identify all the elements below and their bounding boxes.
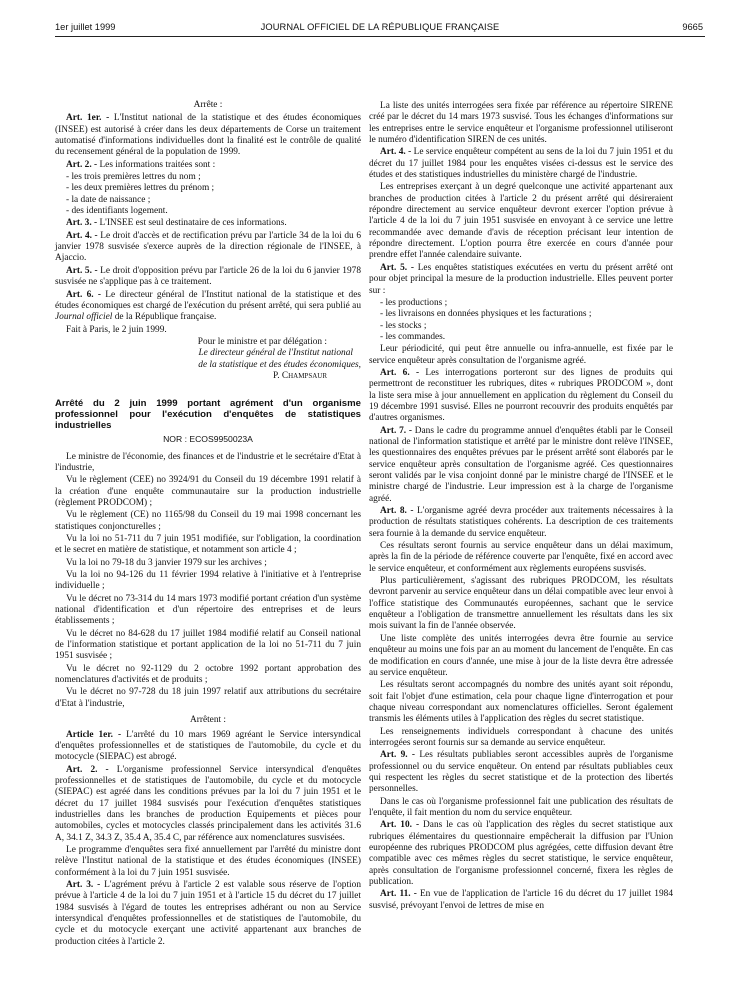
- arretent-label: Arrêtent :: [189, 715, 227, 726]
- paragraph: Le programme d'enquêtes sera fixé annuellement par l'arrêté du ministre dont relève l'Institut national de la statistique et des études économiques (INSEE) conformément à la loi du 7 juin 1951 susvisée.: [55, 844, 361, 878]
- decree-article-11: [369, 889, 673, 912]
- paragraph: Plus particulièrement, s'agissant des rubriques PRODCOM, les résultats devront parvenir au service enquêteur dans un délai compatible avec leur envoi à l'office statistique des Communautés européennes, sachant que le service enquêteur a l'obligation de transmettre annuellement les résultats dans les six mois suivant la fin de l'année observée.: [369, 576, 673, 632]
- paragraph: Les résultats seront accompagnés du nombre des unités ayant soit répondu, soit fait l'objet d'une estimation, cela pour chaque ligne d'interrogation et pour chaque niveau correspondant aux nomenclatures officielles. Seront également transmis les éléments utiles à l'application des règles du secret statistique.: [369, 680, 673, 725]
- article-4-text: Le droit d'accès et de rectification prévu par l'article 34 de la loi du 6 janvier 1978 susvisée s'exerce auprès de la direction régionale de l'INSEE, à Ajaccio.: [55, 230, 361, 264]
- decree-article-3: [55, 880, 361, 948]
- paragraph: Vu le règlement (CE) no 1165/98 du Conseil du 19 mai 1998 concernant les statistiques conjoncturelles ;: [55, 510, 361, 532]
- decree-article-5-text: Les enquêtes statistiques exécutées en vertu du présent arrêté ont pour objet principal la mesure de la production industrielle. Elles peuvent porter sur :: [369, 262, 673, 296]
- list-item: - les livraisons en données physiques et les facturations ;: [380, 309, 592, 320]
- paragraph: Vu la loi no 79-18 du 3 janvier 1979 sur les archives ;: [66, 557, 267, 568]
- article-6-text: Le directeur général de l'Institut national de la statistique et des études économiques est chargé de l'exécution du présent arrêté, qui sera publié au: [55, 289, 361, 311]
- decree-article-5-lead: Art. 5. -: [380, 262, 414, 273]
- decree-article-5: [369, 263, 673, 297]
- list-item: - les stocks ;: [380, 320, 427, 331]
- article-4-lead: Art. 4. -: [66, 230, 98, 241]
- article-5-text: Le droit d'opposition prévu par l'article 26 de la loi du 6 janvier 1978 susvisée ne s'applique pas à ce traitement.: [55, 265, 361, 288]
- article-5-lead: Art. 5. -: [66, 265, 98, 276]
- paragraph: Une liste complète des unités interrogées devra être fournie au service enquêteur au moins une fois par an au moment du lancement de l'enquête. En cas de modification en cours d'année, une mise à jour de la liste devra être adressée au service enquêteur.: [369, 633, 673, 678]
- paragraph: Vu le règlement (CEE) no 3924/91 du Conseil du 19 décembre 1991 relatif à la création d'une enquête communautaire sur la production industrielle (règlement PRODCOM) ;: [55, 475, 361, 508]
- decree-article-9-text: Les résultats publiables seront accessibles auprès de l'organisme professionnel ou du service enquêteur. On entend par résultats publiables ceux qui respectent les règles du secret statistique et de la protection des libertés personnelles.: [369, 750, 673, 795]
- article-3-text: L'INSEE est seul destinataire de ces informations.: [97, 218, 287, 229]
- article-1-text: L'Institut national de la statistique et des études économiques (INSEE) est autorisé à créer dans les deux départements de Corse un traitement automatisé d'informations individuelles dont la finalité est le contrôle de qualité du recensement général de la population de 1999.: [55, 113, 361, 158]
- signatory-name: P. Champsaur: [273, 370, 327, 381]
- signature-line: Pour le ministre et par délégation :: [197, 336, 327, 347]
- list-item: - les deux premières lettres du prénom ;: [66, 183, 215, 194]
- article-4: [55, 231, 361, 265]
- list-item: - les productions ;: [380, 297, 448, 308]
- article-1: [55, 113, 361, 158]
- paragraph: Vu le décret no 73-314 du 14 mars 1973 modifié portant création d'un système national d'identification et d'un répertoire des entreprises et de leurs établissements ;: [55, 593, 361, 627]
- paragraph: Vu la loi no 94-126 du 11 février 1994 relative à l'initiative et à l'entreprise individuelle ;: [55, 570, 361, 592]
- decree-title: Arrêté du 2 juin 1999 portant agrément d'un organisme professionnel pour l'exécution d'enquêtes de statistiques industrielles: [55, 398, 361, 432]
- left-column: [55, 100, 361, 949]
- decree-article-3-lead: Art. 3. -: [66, 879, 101, 890]
- article-2-lead: Art. 2. -: [66, 159, 98, 170]
- article-6-lead: Art. 6. -: [66, 289, 102, 300]
- journal-title: JOURNAL OFFICIEL DE LA RÉPUBLIQUE FRANÇAISE: [260, 22, 500, 32]
- page-number: 9665: [682, 22, 703, 32]
- list-item: - des identifiants logement.: [66, 206, 168, 217]
- decree-article-10: [369, 820, 673, 888]
- right-column: [369, 101, 673, 913]
- paragraph: Leur périodicité, qui peut être annuelle ou infra-annuelle, est fixée par le service enquêteur après consultation de l'organisme agréé.: [369, 344, 673, 366]
- paragraph: Dans le cas où l'organisme professionnel fait une publication des résultats de l'enquête, il fait mention du nom du service enquêteur.: [369, 796, 673, 818]
- decree-article-6-text: Les interrogations porteront sur des lignes de produits qui permettront de reconstituer les rubriques, dites « rubriques PRODCOM », dont la liste sera mise à jour annuellement en application du règlement du Conseil du 19 décembre 1991 susvisé. Elles ne pourront recouvrir des produits enquêtés par d'autres organismes.: [369, 367, 673, 424]
- decree-article-1-lead: Article 1er. -: [66, 729, 122, 740]
- paragraph: Vu le décret no 97-728 du 18 juin 1997 relatif aux attributions du secrétaire d'Etat à l'industrie,: [55, 687, 361, 709]
- list-item: - la date de naissance ;: [66, 194, 151, 205]
- decree-article-2: [55, 765, 361, 844]
- decree-article-8-lead: Art. 8. -: [380, 506, 414, 517]
- decree-article-1: [55, 730, 361, 764]
- fait-a-paris: Fait à Paris, le 2 juin 1999.: [66, 324, 167, 335]
- article-3-lead: Art. 3. -: [66, 218, 98, 229]
- list-item: - les commandes.: [380, 331, 446, 342]
- paragraph: La liste des unités interrogées sera fixée par référence au répertoire SIRENE créé par le décret du 14 mars 1973 susvisé. Tous les échanges d'informations sur les entreprises entre le service enquêteur et l'organisme professionnel utiliseront le numéro d'identification SIREN de ces unités.: [369, 101, 673, 146]
- decree-article-11-text: En vue de l'application de l'article 16 du décret du 17 juillet 1984 susvisé, prévoyant l'envoi de lettres de mise en: [369, 889, 673, 911]
- article-3: [55, 218, 361, 229]
- signature-line: de la statistique et des études économiques,: [198, 359, 361, 370]
- decree-article-6-lead: Art. 6. -: [380, 367, 420, 378]
- decree-article-8: [369, 506, 673, 540]
- decree-article-9: [369, 750, 673, 795]
- decree-article-2-lead: Art. 2. -: [66, 764, 109, 775]
- arrete-label: Arrête :: [193, 100, 223, 110]
- decree-article-1-text: L'arrêté du 10 mars 1969 agréant le Service intersyndical d'enquêtes professionnelles et de statistiques de l'automobile, du cycle et du motocycle (SIEPAC) est abrogé.: [55, 729, 361, 763]
- article-2-text: Les informations traitées sont :: [97, 159, 216, 170]
- decree-article-4-text: Le service enquêteur compétent au sens de la loi du 7 juin 1951 et du décret du 17 juillet 1984 pour les enquêtes visées ci-dessus est le service des études et des statistiques industrielles du ministère chargé de l'industrie.: [369, 147, 673, 181]
- decree-article-8-text: L'organisme agréé devra procéder aux traitements nécessaires à la production de résultats statistiques cohérents. La description de ces traitements sera fournie à la demande du service enquêteur.: [369, 506, 673, 539]
- decree-article-2-text: L'organisme professionnel Service intersyndical d'enquêtes professionnelles et de statistiques de l'automobile, du cycle et du motocycle (SIEPAC) est agréé dans les conditions prévues par la loi du 7 juin 1951 et le décret du 17 juillet 1984 susvisés pour l'exécution d'enquêtes statistiques industrielles dans les branches de production Equipements et pièces pour automobiles, cycles et motocycles classés principalement dans les activités 31.6 A, 34.1 Z, 34.3 Z, 35.4 A, 35.4 C, par référence aux nomenclatures susvisées.: [55, 764, 361, 843]
- article-2: [55, 160, 361, 171]
- decree-article-10-text: Dans le cas où l'application des règles du secret statistique aux rubriques élémentaires du questionnaire empêcherait la diffusion par l'Union européenne des rubriques PRODCOM plus agrégées, cette diffusion devant être compatible avec ces mêmes règles du secret statistique, le service enquêteur, après consultation de l'organisme professionnel concerné, fixera les règles de publication.: [369, 820, 673, 888]
- paragraph: Vu le décret no 84-628 du 17 juillet 1984 modifié relatif au Conseil national de l'information statistique et portant application de la loi no 51-711 du 7 juin 1951 susvisée ;: [55, 628, 361, 662]
- decree-article-4-lead: Art. 4. -: [380, 147, 412, 158]
- decree-article-4: [369, 147, 673, 181]
- journal-officiel-italic: Journal officiel: [55, 312, 113, 323]
- decree-article-7: [369, 426, 673, 505]
- article-1-lead: Art. 1er. -: [66, 113, 110, 124]
- paragraph: Vu la loi no 51-711 du 7 juin 1951 modifiée, sur l'obligation, la coordination et le secret en matière de statistique, et notamment son article 4 ;: [55, 534, 361, 556]
- decree-article-7-text: Dans le cadre du programme annuel d'enquêtes établi par le Conseil national de l'information statistique et arrêté par le ministre dont relève l'INSEE, les questionnaires des enquêtes prévues par le présent arrêté sont élaborés par le service enquêteur après consultation de l'organisme agréé. Ces questionnaires seront validés par le visa conjoint donné par le ministre chargé de l'INSEE et le ministre chargé de l'industrie. Leur impression est à la charge de l'organisme agréé.: [369, 425, 673, 504]
- paragraph: Le ministre de l'économie, des finances et de l'industrie et le secrétaire d'Etat à l'industrie,: [55, 451, 361, 473]
- signature-line: Le directeur général de l'Institut national: [198, 348, 353, 359]
- nor-reference: NOR : ECOS9950023A: [163, 434, 253, 445]
- paragraph: Vu le décret no 92-1129 du 2 octobre 1992 portant approbation des nomenclatures d'activités et de produits ;: [55, 663, 361, 686]
- article-6: [55, 290, 361, 324]
- article-6-text-end: de la République française.: [112, 312, 217, 323]
- header-date: 1er juillet 1999: [55, 22, 116, 32]
- decree-article-10-lead: Art. 10. -: [380, 820, 420, 831]
- decree-article-11-lead: Art. 11. -: [380, 889, 417, 900]
- decree-article-7-lead: Art. 7. -: [380, 425, 413, 436]
- decree-article-9-lead: Art. 9. -: [380, 750, 416, 761]
- paragraph: Ces résultats seront fournis au service enquêteur dans un délai maximum, après la fin de la période de référence couverte par l'enquête, fixé en accord avec le service enquêteur, et conformément aux règlements européens susvisés.: [369, 541, 673, 574]
- paragraph: Les renseignements individuels correspondant à chacune des unités interrogées seront fournis sur sa demande au service enquêteur.: [369, 726, 673, 748]
- article-5: [55, 266, 361, 289]
- list-item: - les trois premières lettres du nom ;: [66, 172, 201, 183]
- decree-article-6: [369, 368, 673, 425]
- decree-article-3-text: L'agrément prévu à l'article 2 est valable sous réserve de l'option prévue à l'article 4 de la loi du 7 juin 1951 et à l'article 15 du décret du 17 juillet 1984 susvisés à l'égard de toutes les entreprises adhérant ou non au Service intersyndical d'enquêtes professionnelles et de statistiques de l'automobile, du cycle et du motocycle exerçant une activité appartenant aux branches de production citées à l'article 2.: [55, 879, 361, 947]
- paragraph: Les entreprises exerçant à un degré quelconque une activité appartenant aux branches de production citées à l'article 2 du présent arrêté qui désireraient répondre directement au service enquêteur devront exercer l'option prévue à l'article 4 de la loi du 7 juin 1951 susvisée en envoyant à ce service une lettre recommandée avec demande d'avis de réception précisant leur intention de répondre directement. L'option pourra être exercée en cours d'année pour prendre effet l'année calendaire suivante.: [369, 182, 673, 261]
- page-header: [55, 22, 705, 37]
